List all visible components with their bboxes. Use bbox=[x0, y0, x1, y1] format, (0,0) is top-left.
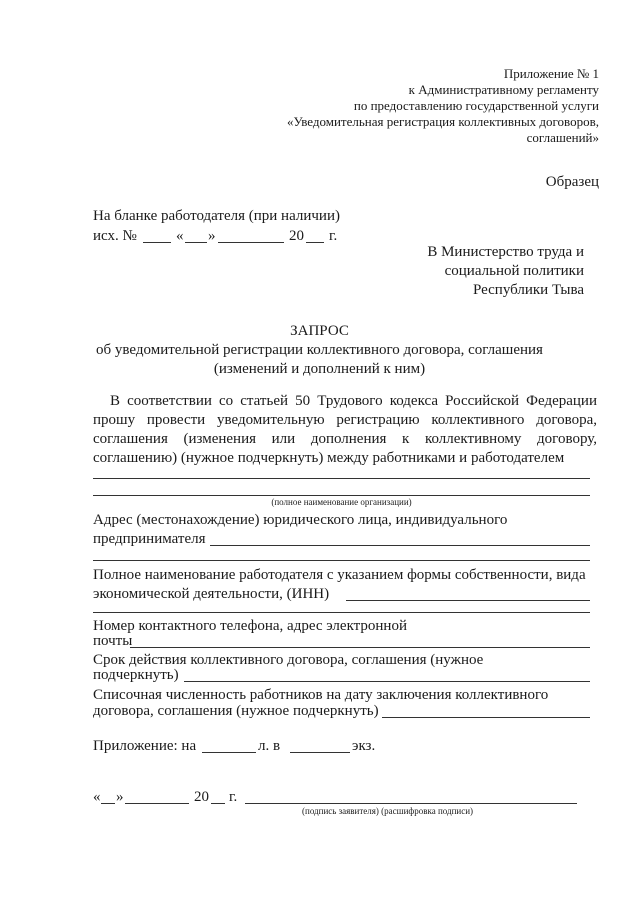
address-label: Адрес (местонахождение) юридического лица, индивидуального bbox=[93, 512, 508, 528]
date-day-blank[interactable] bbox=[185, 242, 207, 243]
document-subtitle-2: (изменений и дополнений к ним) bbox=[213, 361, 426, 377]
term-label-2: подчеркнуть) bbox=[93, 667, 179, 683]
document-title: ЗАПРОС bbox=[290, 323, 349, 339]
term-line[interactable] bbox=[184, 681, 590, 682]
recipient-line-3: Республики Тыва bbox=[472, 282, 584, 298]
contact-label-2: почты bbox=[93, 633, 133, 649]
appendix-line-1: Приложение № 1 bbox=[503, 66, 599, 81]
address-label-2: предпринимателя bbox=[93, 531, 206, 547]
address-line-1[interactable] bbox=[210, 545, 590, 546]
recipient-line-1: В Министерство труда и bbox=[427, 244, 584, 260]
body-line-1: В соответствии со статьей 50 Трудового кодекса Российской Федерации bbox=[110, 393, 597, 409]
address-line-2[interactable] bbox=[93, 560, 590, 561]
staff-count-label-2: договора, соглашения (нужное подчеркнуть) bbox=[93, 703, 379, 719]
footer-quote-open: « bbox=[93, 789, 101, 805]
contact-line[interactable] bbox=[130, 647, 590, 648]
appendix-line-3: по предоставлению государственной услуги bbox=[353, 98, 599, 113]
sample-label: Образец bbox=[545, 174, 599, 190]
body-line-4: соглашению) (нужное подчеркнуть) между работниками и работодателем bbox=[93, 450, 565, 466]
org-name-line-1[interactable] bbox=[93, 478, 590, 479]
body-line-2: прошу провести уведомительную регистрацию коллективного договора, bbox=[93, 412, 597, 428]
date-quote-open: « bbox=[176, 228, 184, 244]
attachment-copies-blank[interactable] bbox=[290, 752, 350, 753]
footer-year-blank[interactable] bbox=[211, 803, 225, 804]
footer-month-blank[interactable] bbox=[125, 803, 189, 804]
org-name-caption: (полное наименование организации) bbox=[271, 497, 412, 507]
date-year-prefix: 20 bbox=[289, 228, 304, 244]
appendix-line-2: к Административному регламенту bbox=[408, 82, 599, 97]
outgoing-number-prefix: исх. № bbox=[93, 228, 137, 244]
attachment-suffix: экз. bbox=[352, 738, 376, 754]
appendix-line-5: соглашений» bbox=[526, 130, 599, 145]
footer-year-prefix: 20 bbox=[194, 789, 209, 805]
document-subtitle-1: об уведомительной регистрации коллективного договора, соглашения bbox=[96, 342, 543, 358]
contact-label: Номер контактного телефона, адрес электронной bbox=[93, 618, 407, 634]
recipient-line-2: социальной политики bbox=[444, 263, 584, 279]
employer-letterhead-note: На бланке работодателя (при наличии) bbox=[93, 208, 340, 224]
signature-line[interactable] bbox=[245, 803, 577, 804]
employer-name-label: Полное наименование работодателя с указанием формы собственности, вида bbox=[93, 567, 586, 583]
date-year-blank[interactable] bbox=[306, 242, 324, 243]
attachment-prefix: Приложение: на bbox=[93, 738, 197, 754]
org-name-line-2[interactable] bbox=[93, 495, 590, 496]
date-year-suffix: г. bbox=[329, 228, 338, 244]
employer-name-label-2: экономической деятельности, (ИНН) bbox=[93, 586, 330, 602]
attachment-pages-blank[interactable] bbox=[202, 752, 256, 753]
date-quote-close: » bbox=[208, 228, 216, 244]
employer-name-line-1[interactable] bbox=[346, 600, 590, 601]
footer-quote-close: » bbox=[116, 789, 124, 805]
outgoing-number-blank[interactable] bbox=[143, 242, 171, 243]
footer-year-suffix: г. bbox=[229, 789, 238, 805]
date-month-blank[interactable] bbox=[218, 242, 284, 243]
body-line-3: соглашения (изменения или дополнения к коллективному договору, bbox=[93, 431, 597, 447]
appendix-line-4: «Уведомительная регистрация коллективных договоров, bbox=[286, 114, 599, 129]
employer-name-line-2[interactable] bbox=[93, 612, 590, 613]
signature-caption: (подпись заявителя) (расшифровка подписи) bbox=[302, 806, 474, 816]
attachment-mid: л. в bbox=[258, 738, 281, 754]
term-label: Срок действия коллективного договора, соглашения (нужное bbox=[93, 652, 484, 668]
staff-count-label: Списочная численность работников на дату заключения коллективного bbox=[93, 687, 549, 703]
footer-day-blank[interactable] bbox=[101, 803, 115, 804]
staff-count-line[interactable] bbox=[382, 717, 590, 718]
